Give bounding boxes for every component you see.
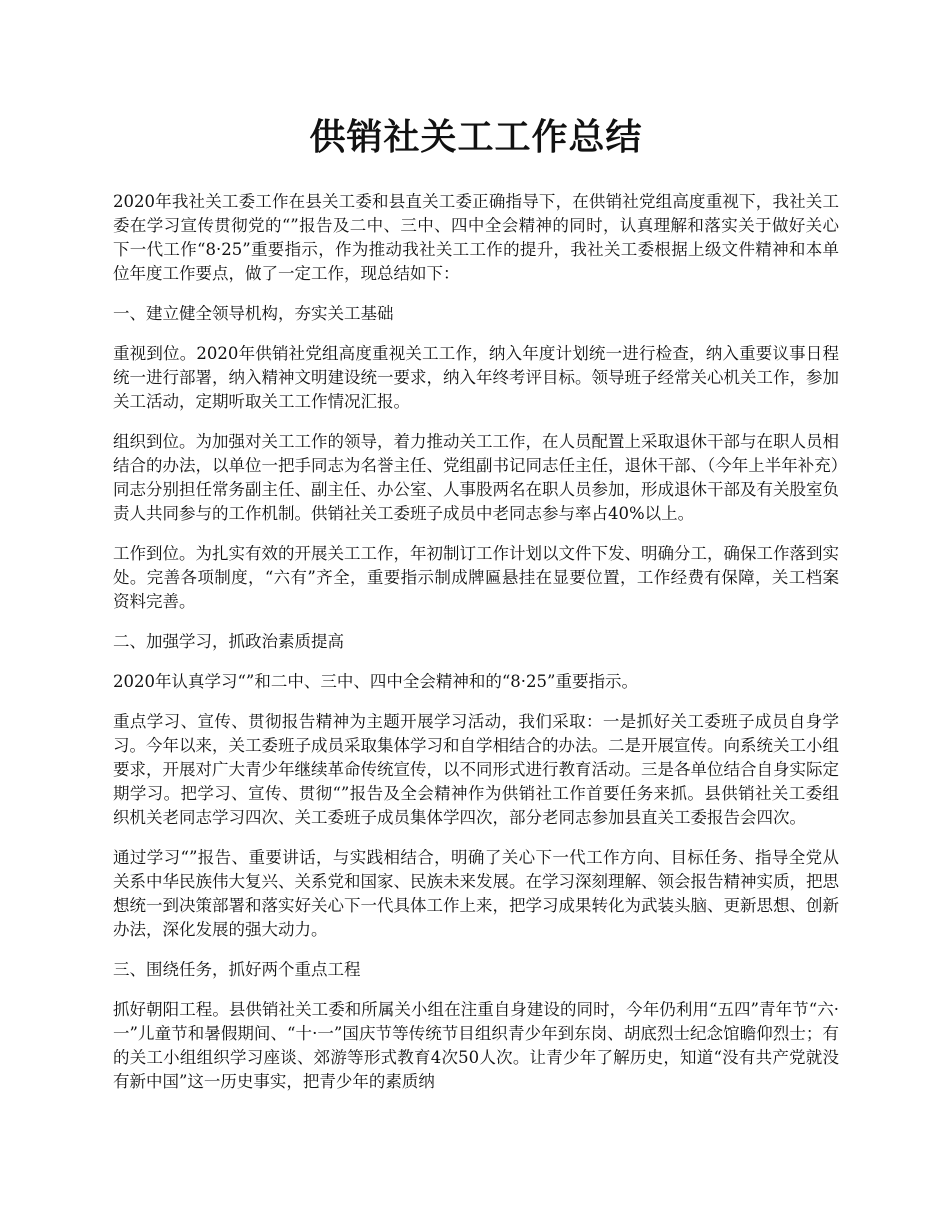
paragraph-organization: 组织到位。为加强对关工工作的领导，着力推动关工工作，在人员配置上采取退休干部与在职人员相结合的办法，以单位一把手同志为名誉主任、党组副书记同志任主任，退休干部、（今年上半年补充）同志分别担任常务副主任、副主任、办公室、人事股两名在职人员参加，形成退休干部及有关股室负责人共同参与的工作机制。供销社关工委班子成员中老同志参与率占40%以上。 (113, 432, 839, 523)
intro-paragraph: 2020年我社关工委工作在县关工委和县直关工委正确指导下，在供销社党组高度重视下，我社关工委在学习宣传贯彻党的“”报告及二中、三中、四中全会精神的同时，认真理解和落实关于做好关心下一代工作“8·25”重要指示，作为推动我社关工工作的提升，我社关工委根据上级文件精神和本单位年度工作要点，做了一定工作，现总结如下： (113, 192, 839, 283)
page-title: 供销社关工工作总结 (309, 116, 643, 158)
document-body (113, 112, 839, 1110)
paragraph-study-result: 通过学习“”报告、重要讲话，与实践相结合，明确了关心下一代工作方向、目标任务、指导全党从关系中华民族伟大复兴、关系党和国家、民族未来发展。在学习深刻理解、领会报告精神实质，把思想统一到决策部署和落实好关心下一代具体工作上来，把学习成果转化为武装头脑、更新思想、创新办法，深化发展的强大动力。 (113, 848, 839, 939)
section-heading-3: 三、围绕任务，抓好两个重点工程 (113, 960, 361, 979)
paragraph-work: 工作到位。为扎实有效的开展关工工作，年初制订工作计划以文件下发、明确分工，确保工作落到实处。完善各项制度，“六有”齐全，重要指示制成牌匾悬挂在显要位置，工作经费有保障，关工档案资料完善。 (113, 544, 839, 611)
paragraph-study-focus: 重点学习、宣传、贯彻报告精神为主题开展学习活动，我们采取：一是抓好关工委班子成员自身学习。今年以来，关工委班子成员采取集体学习和自学相结合的办法。二是开展宣传。向系统关工小组要求，开展对广大青少年继续革命传统宣传，以不同形式进行教育活动。三是各单位结合自身实际定期学习。把学习、宣传、贯彻“”报告及全会精神作为供销社工作首要任务来抓。县供销社关工委组织机关老同志学习四次、关工委班子成员集体学四次，部分老同志参加县直关工委报告会四次。 (113, 712, 839, 827)
paragraph-sunrise-project: 抓好朝阳工程。县供销社关工委和所属关小组在注重自身建设的同时，今年仍利用“五四”青年节“六·一”儿童节和暑假期间、“十·一”国庆节等传统节目组织青少年到东岗、胡底烈士纪念馆瞻仰烈士；有的关工小组组织学习座谈、郊游等形式教育4次50人次。让青少年了解历史，知道“没有共产党就没有新中国”这一历史事实，把青少年的素质纳 (113, 1000, 839, 1091)
paragraph-study-2020: 2020年认真学习“”和二中、三中、四中全会精神和的“8·25”重要指示。 (113, 672, 638, 691)
section-heading-2: 二、加强学习，抓政治素质提高 (113, 632, 344, 651)
section-heading-1: 一、建立健全领导机构，夯实关工基础 (113, 304, 394, 323)
paragraph-attention: 重视到位。2020年供销社党组高度重视关工工作，纳入年度计划统一进行检查，纳入重要议事日程统一进行部署，纳入精神文明建设统一要求，纳入年终考评目标。领导班子经常关心机关工作，参加关工活动，定期听取关工工作情况汇报。 (113, 344, 839, 411)
